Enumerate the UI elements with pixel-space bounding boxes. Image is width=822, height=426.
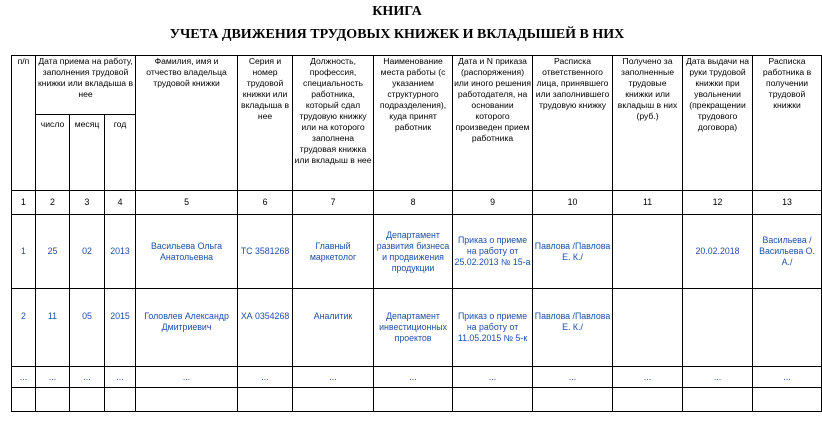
empty-cell xyxy=(753,388,822,412)
book-subtitle: УЧЕТА ДВИЖЕНИЯ ТРУДОВЫХ КНИЖЕК И ВКЛАДЫШЕЙ В НИХ xyxy=(169,27,625,42)
cell-year: 2015 xyxy=(105,289,136,367)
empty-cell xyxy=(105,388,136,412)
cell-receipt-employee: Васильева /Васильева О. А./ xyxy=(753,215,822,289)
header-order: Дата и N приказа (распоряжения) или иного решения работодателя, на основании которого произведен прием работника xyxy=(453,56,533,191)
cell-year: 2013 xyxy=(105,215,136,289)
header-receipt-responsible: Расписка ответственного лица, принявшего или заполнившего трудовую книжку xyxy=(533,56,613,191)
empty-cell xyxy=(136,388,238,412)
column-number: 8 xyxy=(374,191,453,215)
empty-cell xyxy=(683,388,753,412)
cell-position: Главный маркетолог xyxy=(293,215,374,289)
column-number-row xyxy=(12,191,822,215)
ellipsis-cell: ... xyxy=(36,367,70,388)
cell-order: Приказ о приеме на работу от 11.05.2015 № 5-к xyxy=(453,289,533,367)
cell-day: 11 xyxy=(36,289,70,367)
empty-cell xyxy=(70,388,105,412)
column-number: 11 xyxy=(613,191,683,215)
column-number: 2 xyxy=(36,191,70,215)
ellipsis-cell: ... xyxy=(683,367,753,388)
cell-issue-date xyxy=(683,289,753,367)
ellipsis-cell: ... xyxy=(293,367,374,388)
header-name: Фамилия, имя и отчество владельца трудовой книжки xyxy=(136,56,238,191)
cell-day: 25 xyxy=(36,215,70,289)
cell-month: 02 xyxy=(70,215,105,289)
ellipsis-cell: ... xyxy=(136,367,238,388)
cell-name: Головлев Александр Дмитриевич xyxy=(136,289,238,367)
ellipsis-cell: ... xyxy=(238,367,293,388)
empty-cell xyxy=(238,388,293,412)
ellipsis-cell: ... xyxy=(12,367,36,388)
empty-cell xyxy=(36,388,70,412)
empty-cell xyxy=(533,388,613,412)
header-month: месяц xyxy=(70,115,105,191)
ellipsis-cell: ... xyxy=(753,367,822,388)
cell-received xyxy=(613,289,683,367)
table-row xyxy=(12,215,822,289)
cell-series: ТС 3581268 xyxy=(238,215,293,289)
cell-department: Департамент развития бизнеса и продвижения продукции xyxy=(374,215,453,289)
cell-num: 2 xyxy=(12,289,36,367)
header-date-group: Дата приема на работу, заполнения трудовой книжки или вкладыша в нее xyxy=(36,56,136,115)
ellipsis-cell: ... xyxy=(105,367,136,388)
header-receipt-employee: Расписка работника в получении трудовой книжки xyxy=(753,56,822,191)
column-number: 6 xyxy=(238,191,293,215)
empty-cell xyxy=(453,388,533,412)
ellipsis-cell: ... xyxy=(453,367,533,388)
cell-month: 05 xyxy=(70,289,105,367)
book-title: КНИГА xyxy=(372,4,422,19)
header-received: Получено за заполненные трудовые книжки или вкладыш в них (руб.) xyxy=(613,56,683,191)
column-number: 12 xyxy=(683,191,753,215)
header-row xyxy=(12,56,822,115)
cell-name: Васильева Ольга Анатольевна xyxy=(136,215,238,289)
column-number: 13 xyxy=(753,191,822,215)
ellipsis-cell: ... xyxy=(70,367,105,388)
column-number: 1 xyxy=(12,191,36,215)
cell-received xyxy=(613,215,683,289)
cell-receipt-responsible: Павлова /Павлова Е. К./ xyxy=(533,289,613,367)
empty-cell xyxy=(613,388,683,412)
empty-cell xyxy=(12,388,36,412)
column-number: 5 xyxy=(136,191,238,215)
column-number: 3 xyxy=(70,191,105,215)
header-issue-date: Дата выдачи на руки трудовой книжки при увольнении (прекращении трудового договора) xyxy=(683,56,753,191)
cell-position: Аналитик xyxy=(293,289,374,367)
column-number: 9 xyxy=(453,191,533,215)
cell-order: Приказ о приеме на работу от 25.02.2013 № 15-а xyxy=(453,215,533,289)
cell-receipt-responsible: Павлова /Павлова Е. К./ xyxy=(533,215,613,289)
column-number: 4 xyxy=(105,191,136,215)
cell-issue-date: 20.02.2018 xyxy=(683,215,753,289)
header-department: Наименование места работы (с указанием структурного подразделения), куда принят работник xyxy=(374,56,453,191)
ellipsis-cell: ... xyxy=(374,367,453,388)
header-year: год xyxy=(105,115,136,191)
empty-cell xyxy=(293,388,374,412)
header-day: число xyxy=(36,115,70,191)
table-row xyxy=(12,289,822,367)
cell-receipt-employee xyxy=(753,289,822,367)
cell-department: Департамент инвестиционных проектов xyxy=(374,289,453,367)
ellipsis-cell: ... xyxy=(533,367,613,388)
employment-records-table xyxy=(11,55,822,412)
ellipsis-cell: ... xyxy=(613,367,683,388)
cell-num: 1 xyxy=(12,215,36,289)
column-number: 10 xyxy=(533,191,613,215)
header-position: Должность, профессия, специальность работника, который сдал трудовую книжку или на которого заполнена трудовая книжка или вкладыш в нее xyxy=(293,56,374,191)
header-num: п/п xyxy=(12,56,36,191)
empty-cell xyxy=(374,388,453,412)
cell-series: ХА 0354268 xyxy=(238,289,293,367)
ellipsis-row xyxy=(12,367,822,388)
column-number: 7 xyxy=(293,191,374,215)
empty-row xyxy=(12,388,822,412)
header-series: Серия и номер трудовой книжки или вкладыша в нее xyxy=(238,56,293,191)
